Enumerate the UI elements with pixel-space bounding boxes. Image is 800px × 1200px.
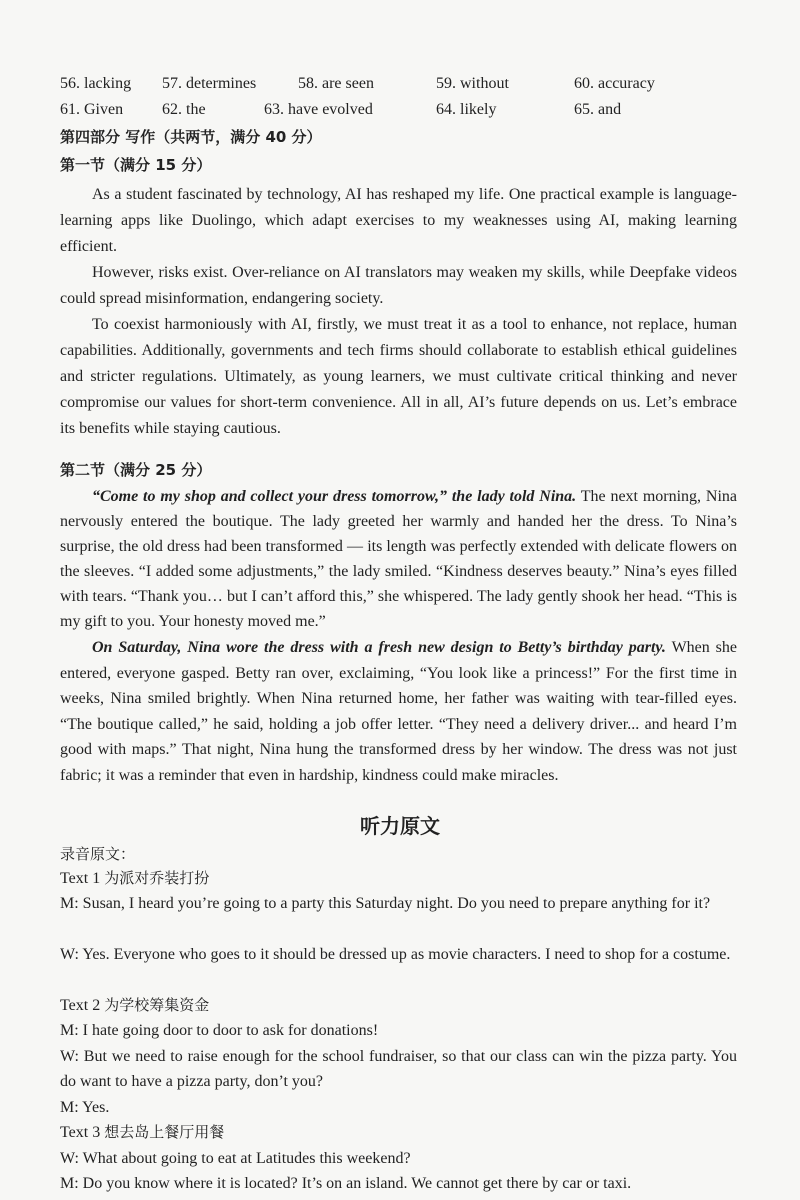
text2-label: Text 2 — [60, 997, 101, 1014]
text2-topic: 为学校筹集资金 — [104, 996, 210, 1014]
listening-title: 听力原文 — [360, 814, 440, 838]
essay-paragraph-1: As a student fascinated by technology, AI has reshaped my life. One practical example is language-learning apps like Duolingo, which adapt exercises to my weaknesses using AI, making learning efficient. — [60, 186, 737, 255]
part4-heading: 第四部分 写作（共两节，满分 40 分） — [60, 128, 322, 146]
text3-label: Text 3 — [60, 1124, 101, 1141]
text1-line-w: W: Yes. Everyone who goes to it should be dressed up as movie characters. I need to shop for a costume. — [60, 946, 731, 963]
answer-63: 63. have evolved — [264, 101, 373, 118]
story-paragraph-1 — [60, 484, 737, 634]
story-body-2: When she entered, everyone gasped. Betty ran over, exclaiming, “You look like a princess!” For the first time in weeks, Nina smiled brightly. When Nina returned home, her father was waiting with tear-filled eyes. “The boutique called,” he said, holding a job offer letter. “They need a delivery driver... and heard I’m good with maps.” That night, Nina hung the transformed dress by her window. The dress was not just fabric; it was a reminder that even in hardship, kindness could make miracles. — [60, 639, 738, 784]
section2-heading: 第二节（满分 25 分） — [60, 461, 212, 479]
answer-64: 64. likely — [436, 101, 497, 118]
text1-line-m: M: Susan, I heard you’re going to a party this Saturday night. Do you need to prepare anything for it? — [60, 895, 711, 912]
essay-paragraph-3: To coexist harmoniously with AI, firstly, we must treat it as a tool to enhance, not replace, human capabilities. Additionally, governments and tech firms should collaborate to establish ethical guidelines and stricter regulations. Ultimately, as young learners, we must cultivate critical thinking and never compromise our values for short-term convenience. All in all, AI’s future depends on us. Let’s embrace its benefits while staying cautious. — [60, 316, 737, 437]
text1-topic: 为派对乔装打扮 — [104, 869, 210, 887]
answer-65: 65. and — [574, 101, 622, 118]
essay-paragraph-2: However, risks exist. Over-reliance on AI translators may weaken my skills, while Deepfake videos could spread misinformation, endangering society. — [60, 264, 737, 307]
story-lead-sentence-2: On Saturday, Nina wore the dress with a fresh new design to Betty’s birthday party. — [92, 639, 666, 656]
text3-line-w: W: What about going to eat at Latitudes this weekend? — [60, 1150, 411, 1167]
text1-label: Text 1 — [60, 870, 101, 887]
text1-header — [60, 866, 737, 891]
answer-58: 58. are seen — [298, 75, 374, 92]
text2-line-m2: M: Yes. — [60, 1099, 110, 1116]
text2-line-m1: M: I hate going door to door to ask for donations! — [60, 1022, 379, 1039]
answer-56: 56. lacking — [60, 75, 132, 92]
answer-62: 62. the — [162, 101, 206, 118]
listening-intro: 录音原文： — [60, 845, 136, 863]
answer-59: 59. without — [436, 75, 509, 92]
text3-header — [60, 1120, 737, 1145]
text2-header — [60, 993, 737, 1018]
story-paragraph-2 — [60, 635, 737, 788]
answer-57: 57. determines — [162, 75, 257, 92]
story-lead-sentence-1: “Come to my shop and collect your dress tomorrow,” the lady told Nina. — [92, 488, 577, 505]
text3-line-m: M: Do you know where it is located? It’s on an island. We cannot get there by car or taxi. — [60, 1175, 632, 1192]
story-body-1: The next morning, Nina nervously entered the boutique. The lady greeted her warmly and handed her the dress. To Nina’s surprise, the old dress had been transformed — its length was perfectly extended with delicate flowers on the sleeves. “I added some adjustments,” the lady smiled. “Kindness deserves beauty.” Nina’s eyes filled with tears. “Thank you… but I can’t afford this,” she whispered. The lady gently shook her head. “This is my gift to you. Your honesty moved me.” — [60, 488, 737, 630]
answer-61: 61. Given — [60, 101, 124, 118]
answer-60: 60. accuracy — [574, 75, 655, 92]
section1-heading: 第一节（满分 15 分） — [60, 156, 212, 174]
text3-topic: 想去岛上餐厅用餐 — [104, 1123, 225, 1141]
text2-line-w: W: But we need to raise enough for the school fundraiser, so that our class can win the pizza party. You do want to have a pizza party, don’t you? — [60, 1048, 737, 1090]
